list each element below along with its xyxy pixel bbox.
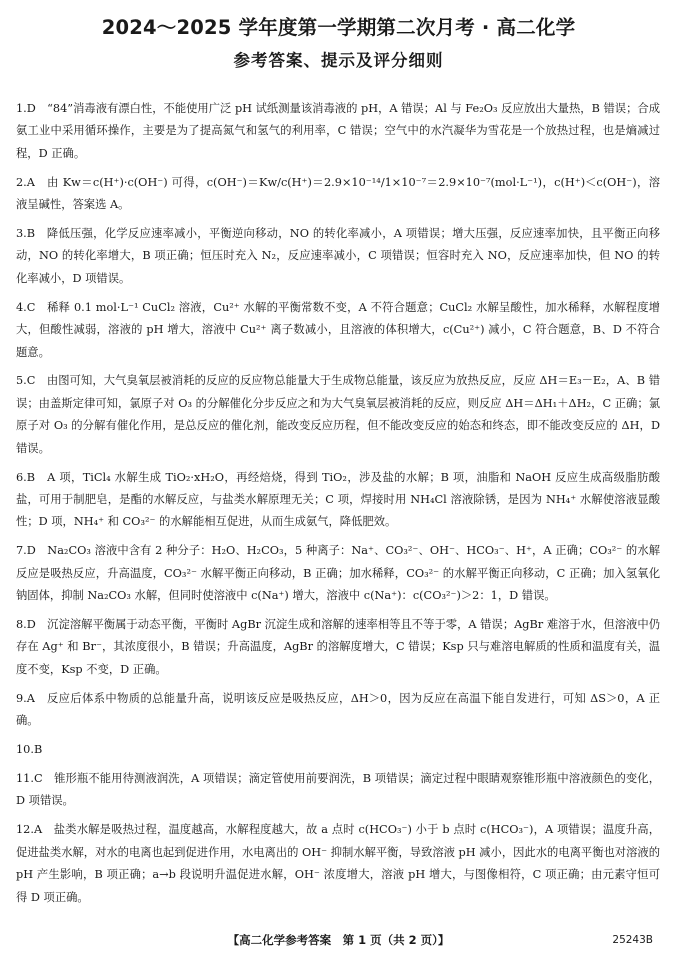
answer-item-12: 12.A 盐类水解是吸热过程，温度越高，水解程度越大，故 a 点时 c(HCO₃⁻) 小于 b 点时 c(HCO₃⁻)，A 项错误；温度升高，促进盐类水解，对水的电离也起到促进作用，水电离出的 OH⁻ 抑制水解平衡，导致溶液 pH 减小，因此水的电离平衡也对溶液的 pH 产生影响，B 项正确；a→b 段说明升温促进水解，OH⁻ 浓度增大，溶液 pH 增大，与图像相符，C 项正确；由元素守恒可得 D 项正确。: [16, 823, 660, 904]
answer-item-10: 10.B: [16, 743, 43, 757]
page-title: 2024～2025 学年度第一学期第二次月考 · 高二化学: [101, 16, 576, 39]
answer-item-3: 3.B 降低压强，化学反应速率减小，平衡逆向移动，NO 的转化率减小，A 项错误；增大压强，反应速率加快，且平衡正向移动，NO 的转化率增大，B 项正确；恒压时充入 N₂，反应速率减小，C 项错误；恒容时充入 NO，反应速率加快，但 NO 的转化率减小，D 项错误。: [16, 227, 660, 285]
answer-item-6: 6.B A 项，TiCl₄ 水解生成 TiO₂·xH₂O，再经焙烧，得到 TiO₂，涉及盐的水解；B 项，油脂和 NaOH 反应生成高级脂肪酸盐，可用于制肥皂，是酯的水解反应，与盐类水解原理无关；C 项，焊接时用 NH₄Cl 溶液除锈，是因为 NH₄⁺ 水解使溶液显酸性；D 项，NH₄⁺ 和 CO₃²⁻ 的水解能相互促进，从而生成氨气，降低肥效。: [16, 470, 660, 529]
page-footer: 【高二化学参考答案 第 1 页（共 2 页）】: [227, 933, 450, 947]
answer-item-1: 1.D “84”消毒液有漂白性，不能使用广泛 pH 试纸测量该消毒液的 pH，A 错误；Al 与 Fe₂O₃ 反应放出大量热，B 错误；合成氨工业中采用循环操作，主要是为了提高氮气和氢气的利用率，C 错误；空气中的水汽凝华为雪花是一个放热过程，也是熵减过程，D 正确。: [16, 102, 660, 160]
answer-item-4: 4.C 稀释 0.1 mol·L⁻¹ CuCl₂ 溶液，Cu²⁺ 水解的平衡常数不变，A 不符合题意；CuCl₂ 水解呈酸性，加水稀释，水解程度增大，但酸性减弱，溶液的 pH 增大，溶液中 Cu²⁺ 离子数减小，且溶液的体积增大，c(Cu²⁺) 减小，C 符合题意，B、D 不符合题意。: [16, 300, 660, 359]
answer-item-11: 11.C 锥形瓶不能用待测液润洗，A 项错误；滴定管使用前要润洗，B 项错误；滴定过程中眼睛观察锥形瓶中溶液颜色的变化，D 项错误。: [16, 771, 660, 808]
answer-item-5: 5.C 由图可知，大气臭氧层被消耗的反应的反应物总能量大于生成物总能量，该反应为放热反应，反应 ΔH＝E₃－E₂，A、B 错误；由盖斯定律可知，氯原子对 O₃ 的分解催化分步反应之和为大气臭氧层被消耗的反应，则反应 ΔH＝ΔH₁＋ΔH₂，C 正确；氯原子对 O₃ 的分解有催化作用，是总反应的催化剂，能改变反应历程，但不能改变反应的始态和终态，即不能改变反应的 ΔH，D 错误。: [16, 374, 660, 455]
doc-code: 25243B: [612, 934, 653, 946]
page-subtitle: 参考答案、提示及评分细则: [233, 51, 444, 70]
answer-item-9: 9.A 反应后体系中物质的总能量升高，说明该反应是吸热反应，ΔH＞0，因为反应在高温下能自发进行，可知 ΔS＞0，A 正确。: [16, 691, 660, 728]
answer-list: [16, 98, 660, 915]
answer-item-2: 2.A 由 Kw＝c(H⁺)·c(OH⁻) 可得，c(OH⁻)＝Kw/c(H⁺)＝2.9×10⁻¹⁴/1×10⁻⁷＝2.9×10⁻⁷(mol·L⁻¹)，c(H⁺)＜c(OH⁻)，溶液呈碱性，答案选 A。: [16, 175, 660, 212]
answer-item-8: 8.D 沉淀溶解平衡属于动态平衡，平衡时 AgBr 沉淀生成和溶解的速率相等且不等于零，A 错误；AgBr 难溶于水，但溶液中仍存在 Ag⁺ 和 Br⁻，其浓度很小，B 错误；升高温度，AgBr 的溶解度增大，C 错误；Ksp 只与难溶电解质的性质和温度有关，温度不变，Ksp 不变，D 正确。: [16, 618, 660, 676]
answer-item-7: 7.D Na₂CO₃ 溶液中含有 2 种分子：H₂O、H₂CO₃，5 种离子：Na⁺、CO₃²⁻、OH⁻、HCO₃⁻、H⁺，A 正确；CO₃²⁻ 的水解反应是吸热反应，升高温度，CO₃²⁻ 水解平衡正向移动，B 正确；加水稀释，CO₃²⁻ 的水解平衡正向移动，C 正确；加入氢氧化钠固体，抑制 Na₂CO₃ 水解，但同时使溶液中 c(Na⁺) 增大，溶液中 c(Na⁺)：c(CO₃²⁻)＞2：1，D 错误。: [16, 544, 660, 603]
